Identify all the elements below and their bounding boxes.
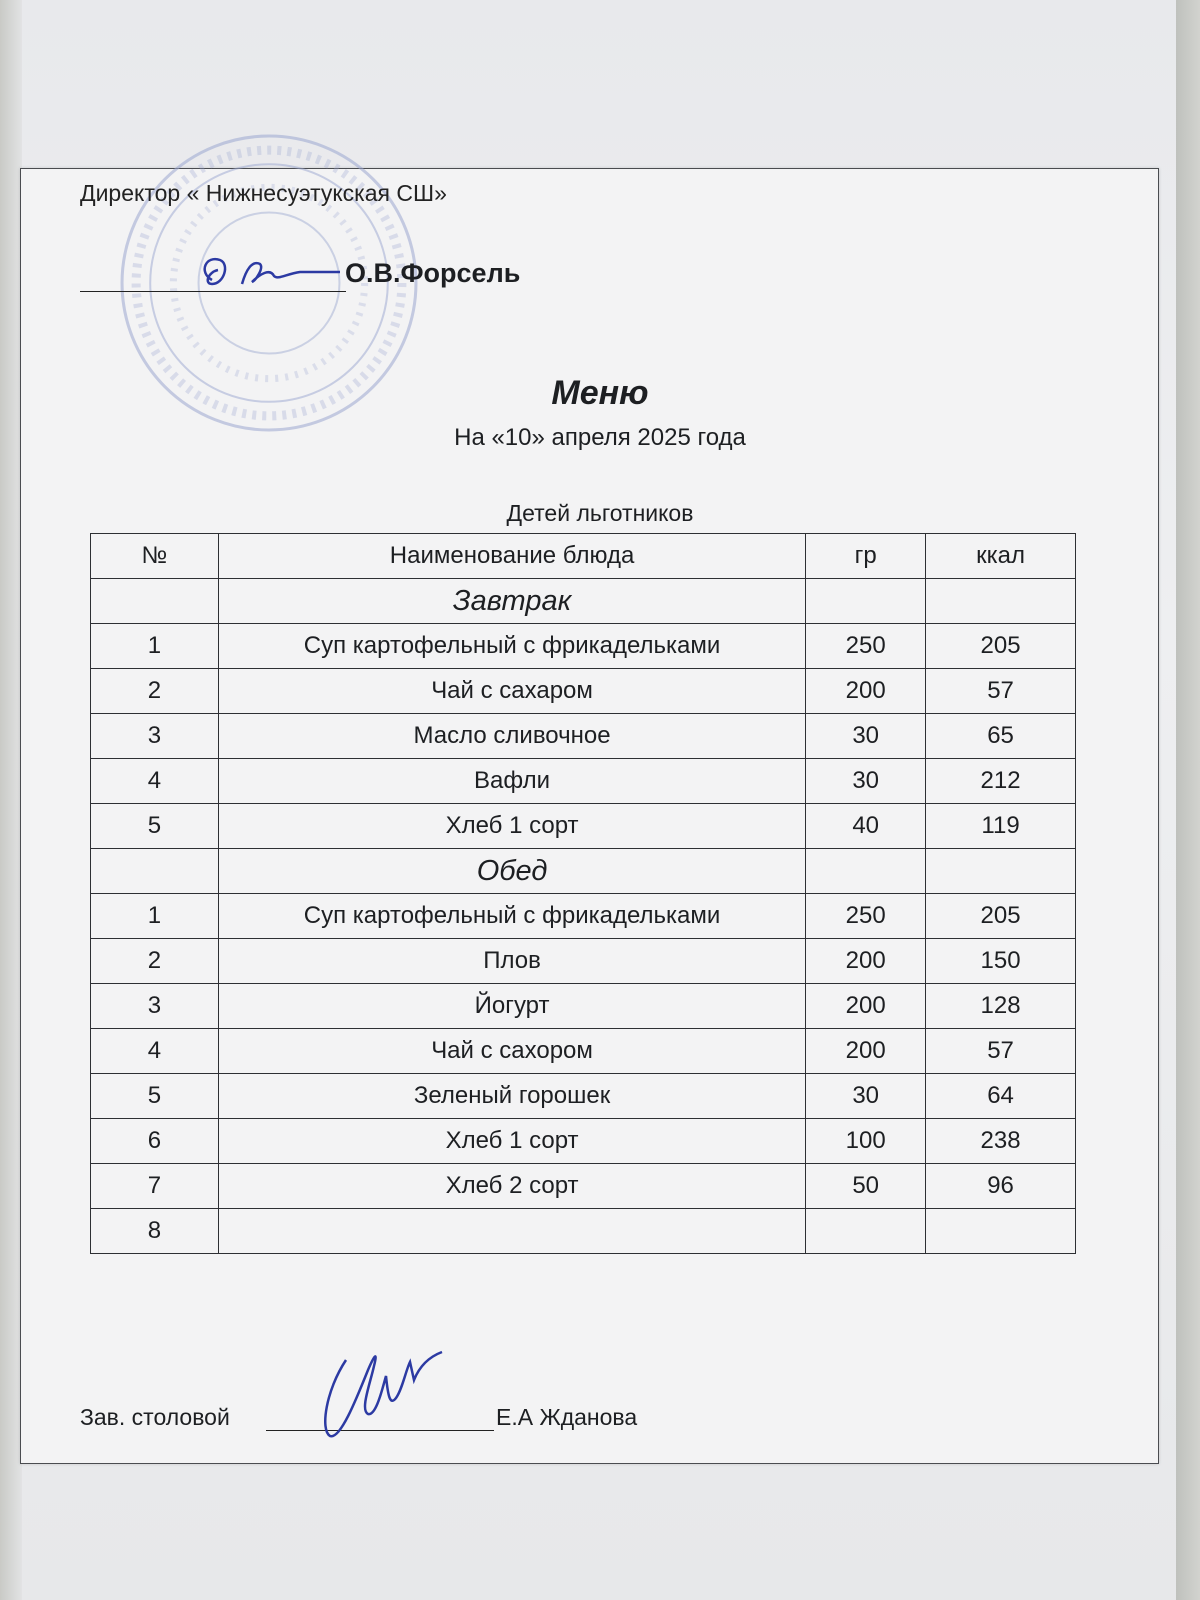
- table-row: [91, 1209, 1076, 1254]
- table-cell: [926, 849, 1076, 894]
- dish-kcal: 128: [926, 984, 1076, 1029]
- dish-kcal: 238: [926, 1119, 1076, 1164]
- row-number: 1: [91, 624, 219, 669]
- table-cell: [806, 579, 926, 624]
- director-signature-icon: [190, 250, 350, 300]
- dish-kcal: 212: [926, 759, 1076, 804]
- dish-grams: 200: [806, 669, 926, 714]
- table-row: [91, 1029, 1076, 1074]
- row-number: 2: [91, 669, 219, 714]
- director-title: Директор « Нижнесуэтукская СШ»: [80, 180, 447, 206]
- column-header-kcal: ккал: [926, 534, 1076, 579]
- dish-kcal: 57: [926, 669, 1076, 714]
- section-row-breakfast: [91, 579, 1076, 624]
- table-row: [91, 714, 1076, 759]
- table-row: [91, 669, 1076, 714]
- dish-name: Суп картофельный с фрикадельками: [218, 894, 805, 939]
- canteen-head-name: Е.А Жданова: [496, 1404, 638, 1430]
- row-number: 1: [91, 894, 219, 939]
- dish-name: Зеленый горошек: [218, 1074, 805, 1119]
- section-row-lunch: [91, 849, 1076, 894]
- row-number: 4: [91, 1029, 219, 1074]
- dish-kcal: 150: [926, 939, 1076, 984]
- table-cell: [91, 849, 219, 894]
- table-cell: [91, 579, 219, 624]
- dish-kcal: 119: [926, 804, 1076, 849]
- dish-grams: [806, 1209, 926, 1254]
- dish-name: [218, 1209, 805, 1254]
- dish-name: Вафли: [218, 759, 805, 804]
- document-subtitle: Детей льготников: [506, 500, 694, 526]
- dish-grams: 50: [806, 1164, 926, 1209]
- dish-kcal: 96: [926, 1164, 1076, 1209]
- dish-name: Йогурт: [218, 984, 805, 1029]
- table-cell: [926, 579, 1076, 624]
- dish-grams: 30: [806, 714, 926, 759]
- dish-name: Масло сливочное: [218, 714, 805, 759]
- section-title: Завтрак: [218, 579, 805, 624]
- column-header-dish: Наименование блюда: [218, 534, 805, 579]
- stack-edge-left: [0, 0, 22, 1600]
- menu-table: [90, 533, 1076, 1254]
- table-row: [91, 1074, 1076, 1119]
- table-row: [91, 1164, 1076, 1209]
- dish-grams: 200: [806, 1029, 926, 1074]
- table-row: [91, 759, 1076, 804]
- table-row: [91, 804, 1076, 849]
- canteen-signature-icon: [316, 1340, 446, 1450]
- canteen-head-role: Зав. столовой: [80, 1404, 230, 1430]
- row-number: 8: [91, 1209, 219, 1254]
- date-line: На «10» апреля 2025 года: [454, 424, 746, 451]
- dish-name: Хлеб 1 сорт: [218, 804, 805, 849]
- dish-kcal: 65: [926, 714, 1076, 759]
- row-number: 7: [91, 1164, 219, 1209]
- dish-grams: 30: [806, 759, 926, 804]
- dish-name: Чай с сахором: [218, 1029, 805, 1074]
- dish-kcal: [926, 1209, 1076, 1254]
- row-number: 5: [91, 1074, 219, 1119]
- table-cell: [806, 849, 926, 894]
- dish-grams: 40: [806, 804, 926, 849]
- dish-name: Суп картофельный с фрикадельками: [218, 624, 805, 669]
- stack-edge-right: [1176, 0, 1200, 1600]
- row-number: 3: [91, 984, 219, 1029]
- table-row: [91, 624, 1076, 669]
- dish-grams: 200: [806, 984, 926, 1029]
- row-number: 3: [91, 714, 219, 759]
- dish-name: Хлеб 2 сорт: [218, 1164, 805, 1209]
- director-name: О.В.Форсель: [345, 258, 521, 288]
- dish-name: Хлеб 1 сорт: [218, 1119, 805, 1164]
- dish-kcal: 57: [926, 1029, 1076, 1074]
- table-row: [91, 894, 1076, 939]
- row-number: 5: [91, 804, 219, 849]
- dish-grams: 30: [806, 1074, 926, 1119]
- row-number: 4: [91, 759, 219, 804]
- table-header-row: [91, 534, 1076, 579]
- dish-grams: 100: [806, 1119, 926, 1164]
- dish-grams: 200: [806, 939, 926, 984]
- column-header-number: №: [91, 534, 219, 579]
- document-title: Меню: [551, 374, 649, 412]
- section-title: Обед: [218, 849, 805, 894]
- dish-name: Чай с сахаром: [218, 669, 805, 714]
- dish-kcal: 205: [926, 624, 1076, 669]
- table-row: [91, 1119, 1076, 1164]
- dish-grams: 250: [806, 894, 926, 939]
- dish-name: Плов: [218, 939, 805, 984]
- dish-kcal: 64: [926, 1074, 1076, 1119]
- table-row: [91, 939, 1076, 984]
- row-number: 2: [91, 939, 219, 984]
- column-header-grams: гр: [806, 534, 926, 579]
- row-number: 6: [91, 1119, 219, 1164]
- dish-kcal: 205: [926, 894, 1076, 939]
- table-row: [91, 984, 1076, 1029]
- dish-grams: 250: [806, 624, 926, 669]
